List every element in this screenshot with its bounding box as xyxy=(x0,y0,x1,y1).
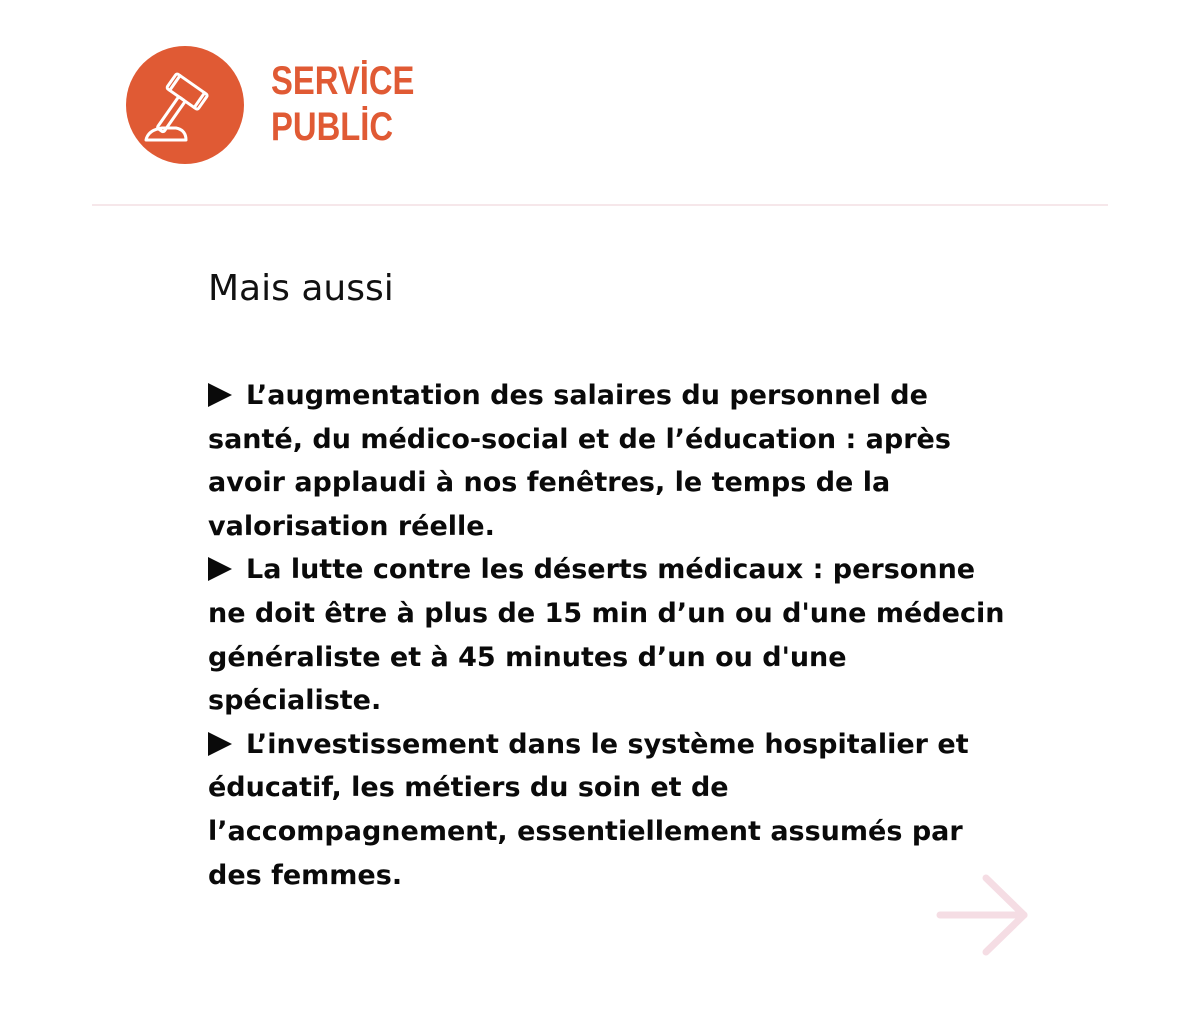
header-divider xyxy=(92,204,1108,206)
list-item xyxy=(208,723,1008,897)
brand-line-2: PUBLİC xyxy=(271,105,394,149)
play-triangle-icon xyxy=(208,383,232,407)
brand-title xyxy=(271,58,414,150)
list-item-text: La lutte contre les déserts médicaux : personne ne doit être à plus de 15 min d’un ou d'une médecin généraliste et à 45 minutes d’un ou d'une spécialiste. xyxy=(208,554,1005,717)
brand-line-1: SERVİCE xyxy=(271,59,415,103)
next-button[interactable] xyxy=(934,872,1032,958)
gavel-icon xyxy=(126,46,244,164)
list-item-text: L’investissement dans le système hospitalier et éducatif, les métiers du soin et de l’accompagnement, essentiellement assumés par des femmes. xyxy=(208,728,969,891)
play-triangle-icon xyxy=(208,732,232,756)
page-title: Mais aussi xyxy=(208,268,394,309)
list-item xyxy=(208,374,1008,548)
bullet-list xyxy=(208,374,1008,897)
arrow-right-icon xyxy=(934,872,1032,958)
logo xyxy=(126,46,244,164)
list-item xyxy=(208,548,1008,722)
list-item-text: L’augmentation des salaires du personnel de santé, du médico-social et de l’éducation : après avoir applaudi à nos fenêtres, le temps de la valorisation réelle. xyxy=(208,380,951,542)
play-triangle-icon xyxy=(208,557,232,581)
